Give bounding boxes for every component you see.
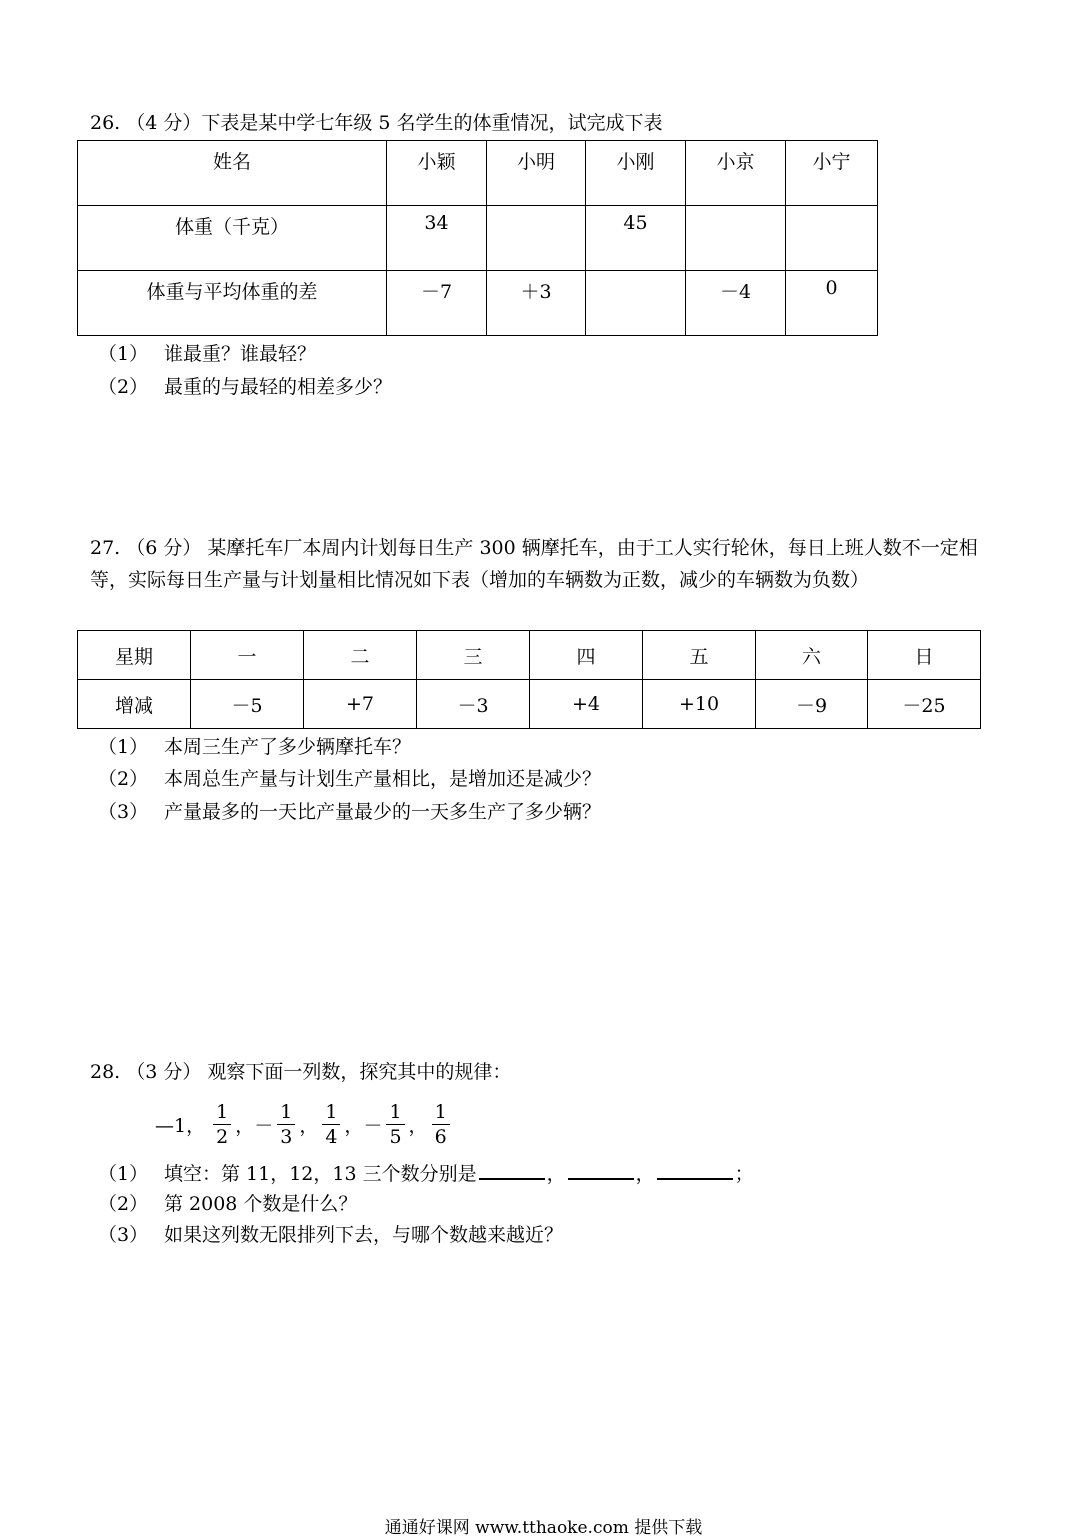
weight-table-row [78, 141, 878, 206]
weight-table-cell: －7 [387, 271, 487, 336]
production-table-cell: －9 [756, 680, 868, 729]
production-table-cell: －25 [868, 680, 981, 729]
q27-sub-3: （3） 产量最多的一天比产量最少的一天多生产了多少辆？ [98, 801, 602, 823]
production-table [77, 630, 981, 729]
q28-title: 28. （3 分） 观察下面一列数，探究其中的规律： [90, 1061, 512, 1083]
weight-table-cell: 34 [387, 206, 487, 271]
q27-sub-2: （2） 本周总生产量与计划生产量相比，是增加还是减少？ [98, 768, 602, 790]
number-sequence [155, 1092, 454, 1156]
weight-table-row [78, 206, 878, 271]
production-table-cell: +4 [530, 680, 643, 729]
weight-table-cell: 小颖 [387, 141, 487, 206]
weight-table-cell: 0 [786, 271, 878, 336]
weight-table-row [78, 271, 878, 336]
weight-table-cell[interactable] [786, 206, 878, 271]
fraction-denominator: 5 [389, 1125, 402, 1148]
production-table-cell: +10 [643, 680, 756, 729]
fraction-numerator: 1 [322, 1100, 340, 1125]
q26-title: 26. （4 分）下表是某中学七年级 5 名学生的体重情况，试完成下表 [90, 112, 663, 134]
fraction-numerator: 1 [386, 1100, 404, 1125]
weight-table-cell: 45 [586, 206, 686, 271]
term-separator: ， [299, 1114, 319, 1137]
weight-table-cell[interactable] [586, 271, 686, 336]
production-table-row-header: 增减 [78, 680, 191, 729]
weight-table-cell: 小明 [487, 141, 586, 206]
fraction-term [277, 1100, 295, 1149]
term-separator: ， [344, 1114, 364, 1137]
q28-sub-3: （3） 如果这列数无限排列下去，与哪个数越来越近？ [98, 1224, 564, 1246]
q27-title: 27. （6 分） 某摩托车厂本周内计划每日生产 300 辆摩托车，由于工人实行轮休，每日上班人数不一定相等，实际每日生产量与计划量相比情况如下表（增加的车辆数为正数，减少的车辆数为负数） [90, 537, 978, 591]
production-table-row-header: 星期 [78, 631, 191, 680]
q27-sub-1: （1） 本周三生产了多少辆摩托车？ [98, 736, 412, 758]
term-sign: － [254, 1114, 274, 1137]
fraction-denominator: 4 [325, 1125, 338, 1148]
fraction-numerator: 1 [432, 1100, 450, 1125]
q26-sub-1: （1） 谁最重？谁最轻？ [98, 343, 317, 365]
sequence-first-term: —1， [155, 1114, 206, 1137]
fraction-numerator: 1 [213, 1100, 231, 1125]
answer-blank-13[interactable] [657, 1160, 733, 1180]
fraction-term [213, 1100, 231, 1149]
weight-table-row-header: 体重（千克） [78, 206, 387, 271]
production-table-cell: 四 [530, 631, 643, 680]
production-table-cell: 二 [304, 631, 417, 680]
production-table-cell: －5 [191, 680, 304, 729]
q28-sub-1: （1） 填空：第 11，12，13 三个数分别是 ， ， ； [98, 1160, 754, 1186]
fraction-term [432, 1100, 450, 1149]
weight-table-cell: 小京 [686, 141, 786, 206]
weight-table-cell: 小刚 [586, 141, 686, 206]
answer-blank-11[interactable] [479, 1160, 545, 1180]
page-footer: 通通好课网 www.tthaoke.com 提供下载 [384, 1518, 703, 1538]
fraction-denominator: 3 [280, 1125, 293, 1148]
fraction-term [322, 1100, 340, 1149]
weight-table [77, 140, 878, 336]
weight-table-cell[interactable] [686, 206, 786, 271]
production-table-cell: +7 [304, 680, 417, 729]
fraction-numerator: 1 [277, 1100, 295, 1125]
term-sign: － [363, 1114, 383, 1137]
production-table-row [78, 631, 981, 680]
fraction-denominator: 2 [216, 1125, 229, 1148]
answer-blank-12[interactable] [568, 1160, 634, 1180]
q26-sub-2: （2） 最重的与最轻的相差多少？ [98, 376, 393, 398]
weight-table-row-header: 体重与平均体重的差 [78, 271, 387, 336]
weight-table-row-header: 姓名 [78, 141, 387, 206]
production-table-row [78, 680, 981, 729]
sequence-terms [209, 1100, 454, 1149]
production-table-cell: 日 [868, 631, 981, 680]
production-table-cell: 一 [191, 631, 304, 680]
weight-table-cell[interactable] [487, 206, 586, 271]
production-table-cell: 六 [756, 631, 868, 680]
weight-table-cell: 小宁 [786, 141, 878, 206]
term-separator: ， [235, 1114, 255, 1137]
fraction-denominator: 6 [434, 1125, 447, 1148]
production-table-cell: 五 [643, 631, 756, 680]
weight-table-cell: ＋3 [487, 271, 586, 336]
production-table-cell: －3 [417, 680, 530, 729]
production-table-cell: 三 [417, 631, 530, 680]
term-separator: ， [408, 1114, 428, 1137]
q28-sub-2: （2） 第 2008 个数是什么？ [98, 1193, 358, 1215]
fraction-term [386, 1100, 404, 1149]
weight-table-cell: －4 [686, 271, 786, 336]
